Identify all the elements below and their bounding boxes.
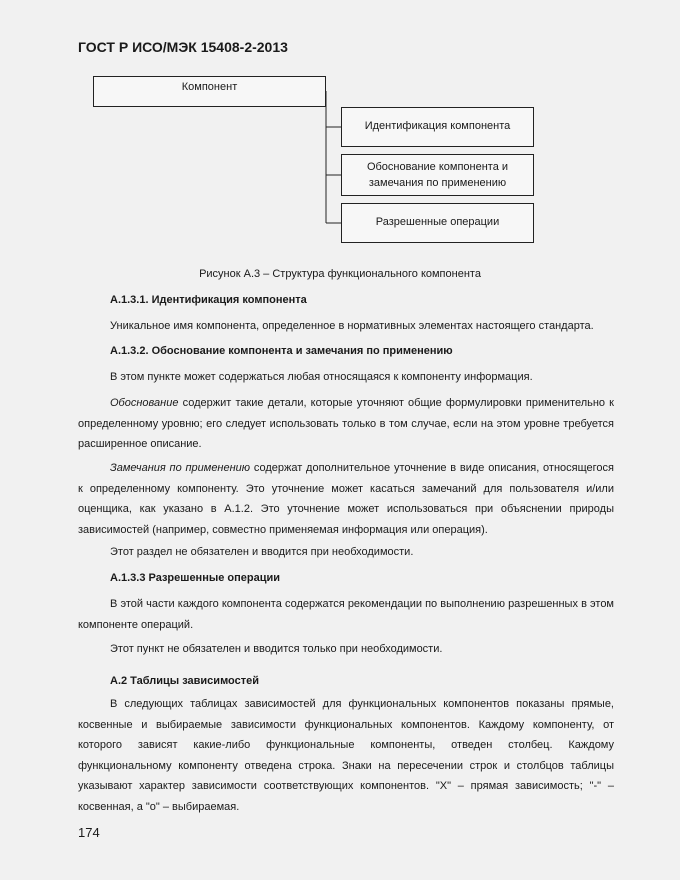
page-number: 174 xyxy=(78,825,100,840)
term-application-notes: Замечания по применению xyxy=(110,462,251,474)
paragraph-a133: В этой части каждого компонента содержатся рекомендации по выполнению разрешенных в этом компоненте операций. xyxy=(78,598,614,631)
section-heading-a2: А.2 Таблицы зависимостей xyxy=(110,675,260,687)
paragraph-a131: Уникальное имя компонента, определенное в нормативных элементах настоящего стандарта. xyxy=(110,320,594,332)
paragraph-a132-rationale: Обоснование содержит такие детали, которые уточняют общие формулировки применительно к определенному уровню; его следует использовать только в том случае, если на этом уровне требуется расширенное описание. xyxy=(78,397,614,450)
term-rationale: Обоснование xyxy=(110,397,179,409)
paragraph-a132-notes: Замечания по применению содержат дополнительное уточнение в виде описания, относящегося к определенному компоненту. Это уточнение может касаться замечаний для пользователя и/или оценщика, как указано в А.1.2. Это уточнение может использоваться при объяснении природы зависимостей (например, совместно применяемая информация или операция). xyxy=(78,462,614,536)
paragraph-a132-intro: В этом пункте может содержаться любая относящаяся к компоненту информация. xyxy=(110,371,533,383)
diagram-box-identification: Идентификация компонента xyxy=(341,107,534,147)
paragraph-a133-optional: Этот пункт не обязателен и вводится только при необходимости. xyxy=(110,643,443,655)
diagram-box-rationale: Обоснование компонента и замечания по применению xyxy=(341,154,534,196)
section-heading-a132: А.1.3.2. Обоснование компонента и замечания по применению xyxy=(110,345,453,357)
section-heading-a131: А.1.3.1. Идентификация компонента xyxy=(110,294,307,306)
figure-caption: Рисунок А.3 – Структура функционального компонента xyxy=(199,268,481,280)
paragraph-a132-optional: Этот раздел не обязателен и вводится при необходимости. xyxy=(110,546,414,558)
paragraph-a2: В следующих таблицах зависимостей для функциональных компонентов показаны прямые, косвенные и выбираемые зависимости функциональных компонентов. Каждому компоненту, от которого зависят какие-либо функциональные компоненты, отведен столбец. Каждому функциональному компоненту отведена строка. Знаки на пересечении строк и столбцов таблицы указывают характер зависимости соответствующих компонентов. "X" – прямая зависимость; "-" – косвенная, а "o" – выбираемая. xyxy=(78,698,614,813)
diagram-box-operations: Разрешенные операции xyxy=(341,203,534,243)
document-header: ГОСТ Р ИСО/МЭК 15408-2-2013 xyxy=(78,39,288,55)
component-structure-diagram xyxy=(0,0,680,260)
diagram-box-component: Компонент xyxy=(93,76,326,107)
section-heading-a133: А.1.3.3 Разрешенные операции xyxy=(110,572,281,584)
